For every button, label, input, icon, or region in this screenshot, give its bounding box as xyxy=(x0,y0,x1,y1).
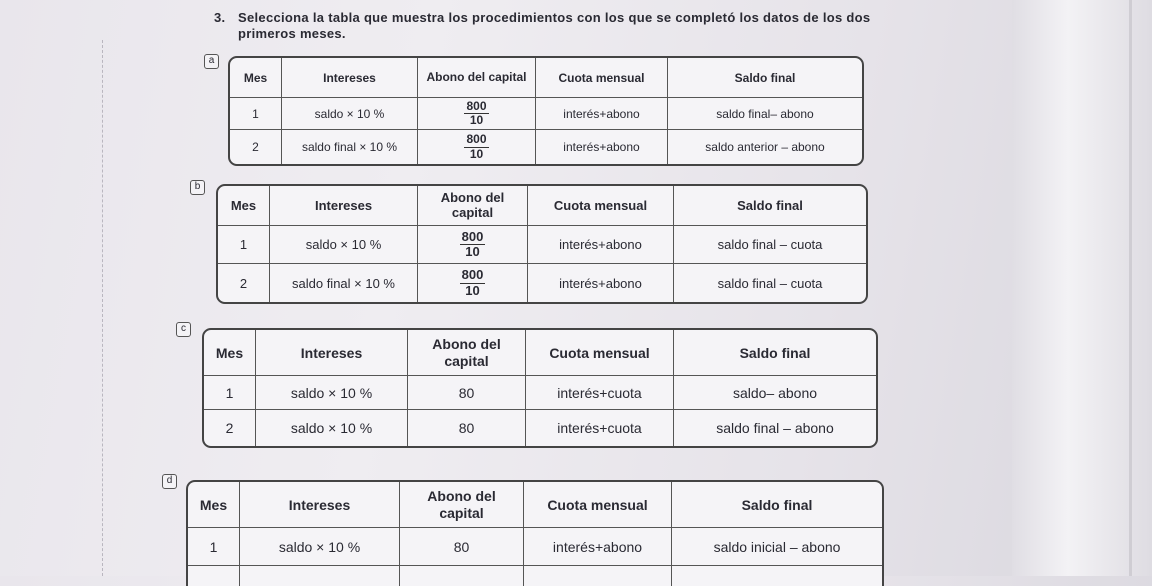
page-fold-line xyxy=(1129,0,1132,576)
header-intereses: Intereses xyxy=(270,186,418,226)
cell-cuota: interés+abono xyxy=(524,528,672,566)
option-c-label[interactable]: c xyxy=(176,322,191,337)
option-d-label[interactable]: d xyxy=(162,474,177,489)
header-saldo: Saldo final xyxy=(672,482,882,528)
question-prompt: Selecciona la tabla que muestra los procedimientos con los que se completó los datos de los dos primeros meses. xyxy=(238,10,871,41)
cell-saldo: saldo final– abono xyxy=(668,98,862,130)
cell-saldo: saldo inicial – abono xyxy=(672,528,882,566)
header-saldo: Saldo final xyxy=(674,330,876,376)
cell-saldo: saldo– abono xyxy=(674,376,876,410)
header-intereses: Intereses xyxy=(240,482,400,528)
cell-cuota: interés+abono xyxy=(536,98,668,130)
cell-abono-fraction: $\frac{800}{10}$ xyxy=(418,98,536,130)
cell-mes: 1 xyxy=(204,376,256,410)
table-row xyxy=(188,528,882,566)
table-header-row xyxy=(204,330,876,376)
table-row xyxy=(230,130,862,164)
option-d-table xyxy=(186,480,884,586)
cell-intereses: saldo final × 10 % xyxy=(282,130,418,164)
cell-abono-fraction: $\frac{800}{10}$ xyxy=(418,264,528,302)
cell-cuota: interés+abono xyxy=(528,264,674,302)
header-abono: Abono del capital xyxy=(418,186,528,226)
cell-saldo: saldo final – cuota xyxy=(717,275,823,291)
cell-cuota: interés+cuota xyxy=(526,376,674,410)
margin-dashed-line xyxy=(102,40,103,576)
option-a-label[interactable]: a xyxy=(204,54,219,69)
header-abono: Abono del capital xyxy=(400,482,524,528)
cell-abono-fraction: $\frac{800}{10}$ xyxy=(418,130,536,164)
header-cuota: Cuota mensual xyxy=(536,58,668,98)
question-text-block xyxy=(214,10,878,42)
cell-cuota: interés+abono xyxy=(528,226,674,264)
header-intereses: Intereses xyxy=(282,58,418,98)
table-row xyxy=(204,376,876,410)
header-cuota: Cuota mensual xyxy=(524,482,672,528)
question-number: 3. xyxy=(214,10,226,25)
cell-abono: 80 xyxy=(408,410,526,446)
header-cuota: Cuota mensual xyxy=(528,186,674,226)
header-abono: Abono del capital xyxy=(408,330,526,376)
header-intereses: Intereses xyxy=(256,330,408,376)
table-header-row xyxy=(188,482,882,528)
header-mes: Mes xyxy=(230,58,282,98)
table-row xyxy=(218,226,866,264)
table-header-row xyxy=(230,58,862,98)
cell-intereses: saldo × 10 % xyxy=(240,528,400,566)
cell-mes: 1 xyxy=(218,226,270,264)
table-row xyxy=(218,264,866,302)
cell-abono: 80 xyxy=(400,528,524,566)
table-header-row xyxy=(218,186,866,226)
option-c-table xyxy=(202,328,878,448)
cell-saldo: saldo final – cuota xyxy=(674,226,866,264)
cell-mes: 2 xyxy=(218,264,270,302)
option-a-table xyxy=(228,56,864,166)
header-saldo: Saldo final xyxy=(668,58,862,98)
header-abono: Abono del capital xyxy=(418,58,536,98)
cell-cuota: interés+abono xyxy=(536,130,668,164)
cell-intereses: saldo × 10 % xyxy=(282,98,418,130)
cell-intereses: saldo × 10 % xyxy=(270,226,418,264)
table-row xyxy=(204,410,876,446)
cell-abono-fraction: $\frac{800}{10}$ xyxy=(418,226,528,264)
cell-mes: 1 xyxy=(188,528,240,566)
table-row xyxy=(230,98,862,130)
header-mes: Mes xyxy=(188,482,240,528)
cell-abono: 80 xyxy=(408,376,526,410)
header-mes: Mes xyxy=(204,330,256,376)
header-saldo: Saldo final xyxy=(674,186,866,226)
cell-mes: 1 xyxy=(230,98,282,130)
table-row-partial xyxy=(188,566,882,586)
header-cuota: Cuota mensual xyxy=(526,330,674,376)
cell-saldo: saldo anterior – abono xyxy=(705,140,825,154)
header-mes: Mes xyxy=(218,186,270,226)
cell-intereses: saldo final × 10 % xyxy=(270,264,418,302)
option-b-table xyxy=(216,184,868,304)
cell-mes: 2 xyxy=(230,130,282,164)
option-b-label[interactable]: b xyxy=(190,180,205,195)
cell-mes: 2 xyxy=(204,410,256,446)
cell-intereses: saldo × 10 % xyxy=(256,376,408,410)
cell-cuota: interés+cuota xyxy=(526,410,674,446)
cell-intereses: saldo × 10 % xyxy=(256,410,408,446)
cell-saldo: saldo final – abono xyxy=(716,420,834,436)
